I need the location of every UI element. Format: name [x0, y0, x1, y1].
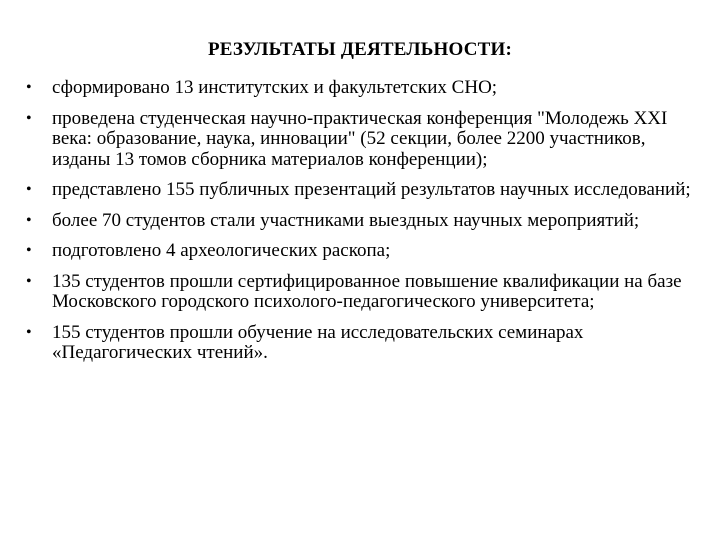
list-item-text: сформировано 13 институтских и факультетских СНО;	[52, 77, 498, 98]
list-item	[24, 180, 704, 201]
list-item	[24, 78, 704, 99]
slide-title: РЕЗУЛЬТАТЫ ДЕЯТЕЛЬНОСТИ:	[207, 39, 513, 60]
results-list	[24, 78, 704, 374]
list-item-text: проведена студенческая научно-практическая конференция "Молодежь XXI века: образование, наука, инновации" (52 секции, более 2200 участников, изданы 13 томов сборника материалов конференции);	[52, 107, 668, 170]
list-item	[24, 323, 704, 364]
list-item-text: представлено 155 публичных презентаций результатов научных исследований;	[52, 179, 691, 200]
list-item	[24, 211, 704, 232]
bullet-icon: •	[26, 109, 32, 127]
bullet-icon: •	[26, 272, 32, 290]
bullet-icon: •	[26, 323, 32, 341]
bullet-icon: •	[26, 211, 32, 229]
bullet-icon: •	[26, 79, 32, 96]
list-item	[24, 241, 704, 262]
list-item-text: 155 студентов прошли обучение на исследовательских семинарах «Педагогических чтений».	[52, 321, 584, 363]
bullet-icon: •	[26, 242, 32, 259]
list-item-text: 135 студентов прошли сертифицированное повышение квалификации на базе Московского городского психолого-педагогического университета;	[52, 270, 682, 312]
bullet-icon: •	[26, 181, 32, 198]
list-item-text: подготовлено 4 археологических раскопа;	[52, 240, 391, 261]
list-item	[24, 109, 704, 171]
list-item	[24, 272, 704, 313]
list-item-text: более 70 студентов стали участниками выездных научных мероприятий;	[52, 209, 640, 231]
